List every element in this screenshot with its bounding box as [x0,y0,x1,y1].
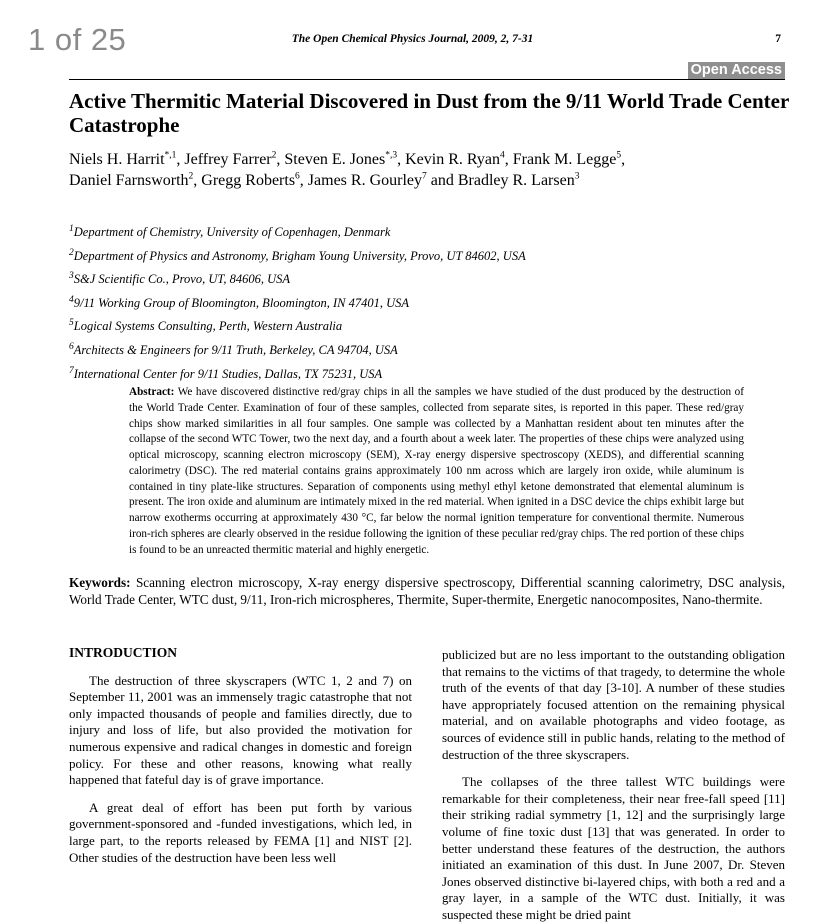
keywords-label: Keywords: [69,575,131,590]
author-list [69,149,789,191]
section-heading: INTRODUCTION [69,645,178,660]
body-paragraph: publicized but are no less important to the outstanding obligation that remains to the victims of that tragedy, to determine the whole truth of the events of that day [3-10]. A number of these studies have appropriately focused attention on the remaining physical material, and on available photographs and video footage, as sources of evidence still in public hands, relating to the method of destruction of the three skyscrapers. [442,647,785,762]
author-separator: , [299,172,308,189]
affiliation-text: Department of Chemistry, University of Copenhagen, Denmark [73,225,391,239]
author-affiliation-marker: 4 [500,150,505,161]
author-affiliation-marker: 2 [188,171,194,182]
body-paragraph: The destruction of three skyscrapers (WTC 1, 2 and 7) on September 11, 2001 was an immensely tragic catastrophe that not only impacted thousands of people and families directly, due to injury and loss of life, but also provided the motivation for numerous expensive and radical changes in domestic and foreign policy. For these and other reasons, knowing what really happened that fateful day is of grave importance. [69,672,412,788]
affiliation-text: 9/11 Working Group of Bloomington, Bloomington, IN 47401, USA [73,295,410,310]
author-name: Frank M. Legge [512,151,617,168]
author-separator: , [397,151,406,168]
affiliation [69,269,789,293]
author-name: Jeffrey Farrer [184,151,272,168]
page-number: 7 [775,33,781,45]
author-separator: , [193,172,202,189]
author-affiliation-marker: 6 [295,171,300,182]
affiliation [69,316,789,340]
author-name: Kevin R. Ryan [405,151,501,168]
abstract-label: Abstract: [129,386,175,398]
affiliation-number: 7 [69,365,74,376]
author-affiliation-marker: 7 [422,171,427,182]
affiliation-number: 4 [69,294,74,305]
affiliation-number: 3 [69,271,74,282]
left-column [69,645,412,866]
abstract [129,385,744,558]
author-separator: , [276,151,285,168]
keywords-text: Scanning electron microscopy, X-ray energy dispersive spectroscopy, Differential scanning calorimetry, DSC analysis, World Trade Center, WTC dust, 9/11, Iron-rich microspheres, Thermite, Super-thermite, Energetic nanocomposites, Nano-thermite. [69,575,785,607]
affiliation [69,364,789,388]
author-separator: , [176,151,185,168]
author-name: Steven E. Jones [284,151,386,168]
paper-title: Active Thermitic Material Discovered in Dust from the 9/11 World Trade Center Catastrophe [69,89,789,137]
affiliation [69,340,789,364]
author-affiliation-marker: *,3 [385,150,398,161]
affiliation [69,222,789,246]
journal-citation: The Open Chemical Physics Journal, 2009, 2, 7-31 [291,33,534,45]
author-name: Gregg Roberts [201,172,296,189]
keywords [69,575,785,609]
affiliation-number: 1 [69,223,74,234]
author-affiliation-marker: 2 [271,150,277,161]
open-access-badge: Open Access [688,62,785,79]
affiliation-text: International Center for 9/11 Studies, Dallas, TX 75231, USA [73,366,383,381]
author-separator: and [426,172,458,189]
affiliation [69,246,789,270]
header-rule [69,79,785,80]
affiliation-number: 5 [69,318,74,329]
affiliation-number: 6 [69,341,74,352]
body-paragraph: The collapses of the three tallest WTC buildings were remarkable for their completeness, their near free-fall speed [11] their striking radial symmetry [1, 12] and the surprisingly large volume of fine toxic dust [13] that was generated. In order to better understand these features of the destruction, the authors initiated an examination of this dust. In June 2007, Dr. Steven Jones observed distinctive bi-layered chips, with both a red and a gray layer, in a sample of the WTC dust. Initially, it was suspected these might be dried paint [442,774,785,922]
affiliation-text: Logical Systems Consulting, Perth, Western Australia [73,319,343,334]
author-name: Bradley R. Larsen [457,172,575,189]
author-separator: , [504,151,513,168]
author-affiliation-marker: 3 [574,171,580,182]
page-counter: 1 of 25 [28,22,127,57]
right-column [442,647,785,924]
body-paragraph: A great deal of effort has been put forth by various government-sponsored and -funded investigations, which led, in large part, to the reports released by FEMA [1] and NIST [2]. Other studies of the destruction have been less well [69,799,412,865]
affiliation-number: 2 [69,247,74,258]
author-name: James R. Gourley [307,172,422,189]
affiliation [69,293,789,317]
affiliation-text: S&J Scientific Co., Provo, UT, 84606, USA [73,272,291,287]
affiliation-list [69,222,789,387]
author-name: Daniel Farnsworth [69,172,189,189]
author-affiliation-marker: *,1 [164,150,177,161]
author-name: Niels H. Harrit [69,151,165,168]
abstract-text: We have discovered distinctive red/gray chips in all the samples we have studied of the dust produced by the destruction of the World Trade Center. Examination of four of these samples, collected from separate sites, is reported in this paper. These red/gray chips show marked similarities in all four samples. One sample was collected by a Manhattan resident about ten minutes after the collapse of the second WTC Tower, two the next day, and a fourth about a week later. The properties of these chips were analyzed using optical microscopy, scanning electron microscopy (SEM), X-ray energy dispersive spectroscopy (XEDS), and differential scanning calorimetry (DSC). The red material contains grains approximately 100 nm across which are largely iron oxide, while aluminum is contained in tiny plate-like structures. Separation of components using methyl ethyl ketone demonstrated that elemental aluminum is present. The iron oxide and aluminum are intimately mixed in the red material. When ignited in a DSC device the chips exhibit large but narrow exotherms occurring at approximately 430 °C, far below the normal ignition temperature for conventional thermite. Numerous iron-rich spheres are clearly observed in the residue following the ignition of these peculiar red/gray chips. The red portion of these chips is found to be an unreacted thermitic material and highly energetic. [129,386,744,556]
author-separator: , [621,151,626,168]
affiliation-text: Department of Physics and Astronomy, Brigham Young University, Provo, UT 84602, USA [73,248,526,263]
author-affiliation-marker: 5 [616,150,622,161]
affiliation-text: Architects & Engineers for 9/11 Truth, Berkeley, CA 94704, USA [73,342,398,357]
